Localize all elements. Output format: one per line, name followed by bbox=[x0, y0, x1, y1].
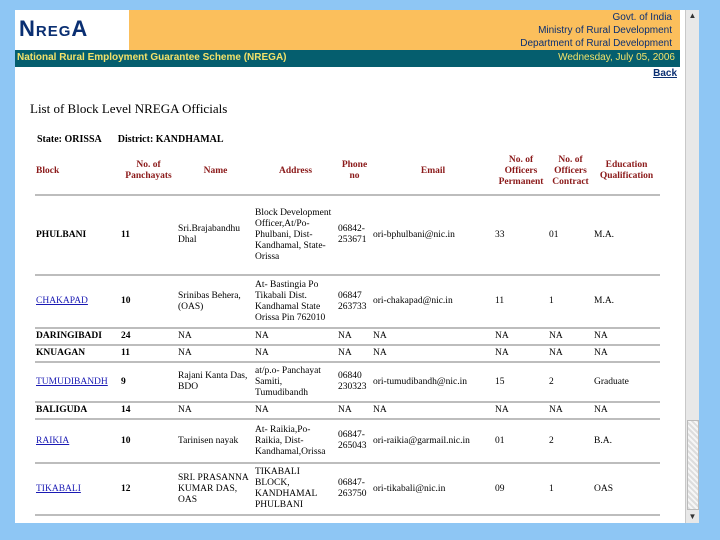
email-cell: NA bbox=[372, 328, 494, 345]
block-link-raikia[interactable]: RAIKIA bbox=[36, 435, 70, 446]
name-cell: Rajani Kanta Das, BDO bbox=[177, 362, 254, 402]
logo-letter-a: A bbox=[71, 16, 89, 41]
col-contract: No. of Officers Contract bbox=[548, 148, 593, 195]
header-banner bbox=[129, 10, 680, 50]
block-cell bbox=[35, 275, 120, 328]
officials-table bbox=[35, 148, 660, 516]
contract-cell: 1 bbox=[548, 275, 593, 328]
name-cell: Sri.Brajabandhu Dhal bbox=[177, 195, 254, 275]
phone-cell: 06842-253671 bbox=[337, 195, 372, 275]
email-cell: ori-chakapad@nic.in bbox=[372, 275, 494, 328]
state-district bbox=[37, 134, 240, 145]
logo-letters-reg: REG bbox=[35, 23, 72, 40]
district-label: District: KANDHAMAL bbox=[117, 134, 224, 145]
phone-cell: NA bbox=[337, 328, 372, 345]
page-title: List of Block Level NREGA Officials bbox=[30, 101, 228, 116]
current-date: Wednesday, July 05, 2006 bbox=[558, 52, 675, 63]
block-cell: DARINGIBADI bbox=[35, 328, 120, 345]
contract-cell: 2 bbox=[548, 419, 593, 463]
permanent-cell: 11 bbox=[494, 275, 548, 328]
col-education: Education Qualification bbox=[593, 148, 660, 195]
education-cell: NA bbox=[593, 402, 660, 419]
block-cell bbox=[35, 419, 120, 463]
name-cell: SRI. PRASANNA KUMAR DAS, OAS bbox=[177, 463, 254, 515]
panchayats-cell: 9 bbox=[120, 362, 177, 402]
email-cell: NA bbox=[372, 402, 494, 419]
col-phone: Phone no bbox=[337, 148, 372, 195]
table-header-row bbox=[35, 148, 660, 195]
state-label: State: ORISSA bbox=[37, 134, 102, 145]
col-permanent: No. of Officers Permanent bbox=[494, 148, 548, 195]
email-cell: NA bbox=[372, 345, 494, 362]
email-cell: ori-bphulbani@nic.in bbox=[372, 195, 494, 275]
contract-cell: NA bbox=[548, 402, 593, 419]
address-cell: Block Development Officer,At/Po-Phulbani, Dist-Kandhamal, State-Orissa bbox=[254, 195, 337, 275]
block-cell bbox=[35, 463, 120, 515]
email-cell: ori-raikia@garmail.nic.in bbox=[372, 419, 494, 463]
contract-cell: 01 bbox=[548, 195, 593, 275]
table-row bbox=[35, 195, 660, 275]
name-cell: NA bbox=[177, 402, 254, 419]
gov-line-3: Department of Rural Development bbox=[520, 38, 672, 49]
name-cell: Tarinisen nayak bbox=[177, 419, 254, 463]
address-cell: At- Bastingia Po Tikabali Dist. Kandhamal State Orissa Pin 762010 bbox=[254, 275, 337, 328]
panchayats-cell: 14 bbox=[120, 402, 177, 419]
phone-cell: 06847-263750 bbox=[337, 463, 372, 515]
phone-cell: NA bbox=[337, 345, 372, 362]
col-address: Address bbox=[254, 148, 337, 195]
address-cell: NA bbox=[254, 345, 337, 362]
name-cell: NA bbox=[177, 328, 254, 345]
gov-line-2: Ministry of Rural Development bbox=[538, 25, 672, 36]
panchayats-cell: 10 bbox=[120, 419, 177, 463]
scroll-down-icon[interactable]: ▼ bbox=[688, 512, 697, 521]
education-cell: M.A. bbox=[593, 275, 660, 328]
phone-cell: 06840 230323 bbox=[337, 362, 372, 402]
address-cell: TIKABALI BLOCK, KANDHAMAL PHULBANI bbox=[254, 463, 337, 515]
panchayats-cell: 24 bbox=[120, 328, 177, 345]
table-row bbox=[35, 328, 660, 345]
gov-block bbox=[520, 11, 672, 50]
table-row bbox=[35, 275, 660, 328]
contract-cell: 2 bbox=[548, 362, 593, 402]
panchayats-cell: 12 bbox=[120, 463, 177, 515]
address-cell: NA bbox=[254, 328, 337, 345]
phone-cell: 06847 263733 bbox=[337, 275, 372, 328]
education-cell: M.A. bbox=[593, 195, 660, 275]
contract-cell: NA bbox=[548, 345, 593, 362]
panchayats-cell: 11 bbox=[120, 195, 177, 275]
table-row bbox=[35, 463, 660, 515]
table-row bbox=[35, 402, 660, 419]
email-cell: ori-tumudibandh@nic.in bbox=[372, 362, 494, 402]
col-email: Email bbox=[372, 148, 494, 195]
name-cell: NA bbox=[177, 345, 254, 362]
block-cell: KNUAGAN bbox=[35, 345, 120, 362]
address-cell: at/p.o- Panchayat Samiti, Tumudibandh bbox=[254, 362, 337, 402]
permanent-cell: NA bbox=[494, 402, 548, 419]
permanent-cell: 15 bbox=[494, 362, 548, 402]
contract-cell: NA bbox=[548, 328, 593, 345]
gov-line-1: Govt. of India bbox=[612, 12, 672, 23]
permanent-cell: 01 bbox=[494, 419, 548, 463]
phone-cell: 06847-265043 bbox=[337, 419, 372, 463]
permanent-cell: NA bbox=[494, 345, 548, 362]
panchayats-cell: 10 bbox=[120, 275, 177, 328]
scheme-title: National Rural Employment Guarantee Scheme (NREGA) bbox=[17, 52, 287, 63]
block-link-tikabali[interactable]: TIKABALI bbox=[36, 483, 81, 494]
panchayats-cell: 11 bbox=[120, 345, 177, 362]
logo-letter-n: N bbox=[19, 16, 36, 41]
block-cell: BALIGUDA bbox=[35, 402, 120, 419]
block-cell bbox=[35, 362, 120, 402]
table-row bbox=[35, 362, 660, 402]
education-cell: NA bbox=[593, 345, 660, 362]
logo-area bbox=[15, 10, 129, 50]
education-cell: Graduate bbox=[593, 362, 660, 402]
education-cell: NA bbox=[593, 328, 660, 345]
browser-window bbox=[15, 10, 685, 523]
table-row bbox=[35, 345, 660, 362]
block-link-tumudibandh[interactable]: TUMUDIBANDH bbox=[36, 376, 108, 387]
scheme-bar bbox=[15, 50, 680, 67]
back-link[interactable]: Back bbox=[653, 68, 677, 79]
address-cell: At- Raikia,Po-Raikia, Dist-Kandhamal,Orissa bbox=[254, 419, 337, 463]
col-panchayats: No. of Panchayats bbox=[120, 148, 177, 195]
name-cell: Srinibas Behera, (OAS) bbox=[177, 275, 254, 328]
education-cell: OAS bbox=[593, 463, 660, 515]
nrega-logo bbox=[19, 16, 88, 42]
table-row bbox=[35, 419, 660, 463]
education-cell: B.A. bbox=[593, 419, 660, 463]
block-link-chakapad[interactable]: CHAKAPAD bbox=[36, 296, 88, 306]
scroll-up-icon[interactable]: ▲ bbox=[688, 11, 697, 20]
permanent-cell: 09 bbox=[494, 463, 548, 515]
email-cell: ori-tikabali@nic.in bbox=[372, 463, 494, 515]
col-name: Name bbox=[177, 148, 254, 195]
contract-cell: 1 bbox=[548, 463, 593, 515]
scrollbar-thumb[interactable] bbox=[687, 420, 699, 510]
permanent-cell: 33 bbox=[494, 195, 548, 275]
col-block: Block bbox=[35, 148, 120, 195]
address-cell: NA bbox=[254, 402, 337, 419]
permanent-cell: NA bbox=[494, 328, 548, 345]
block-cell: PHULBANI bbox=[35, 195, 120, 275]
vertical-scrollbar[interactable] bbox=[685, 10, 699, 523]
phone-cell: NA bbox=[337, 402, 372, 419]
